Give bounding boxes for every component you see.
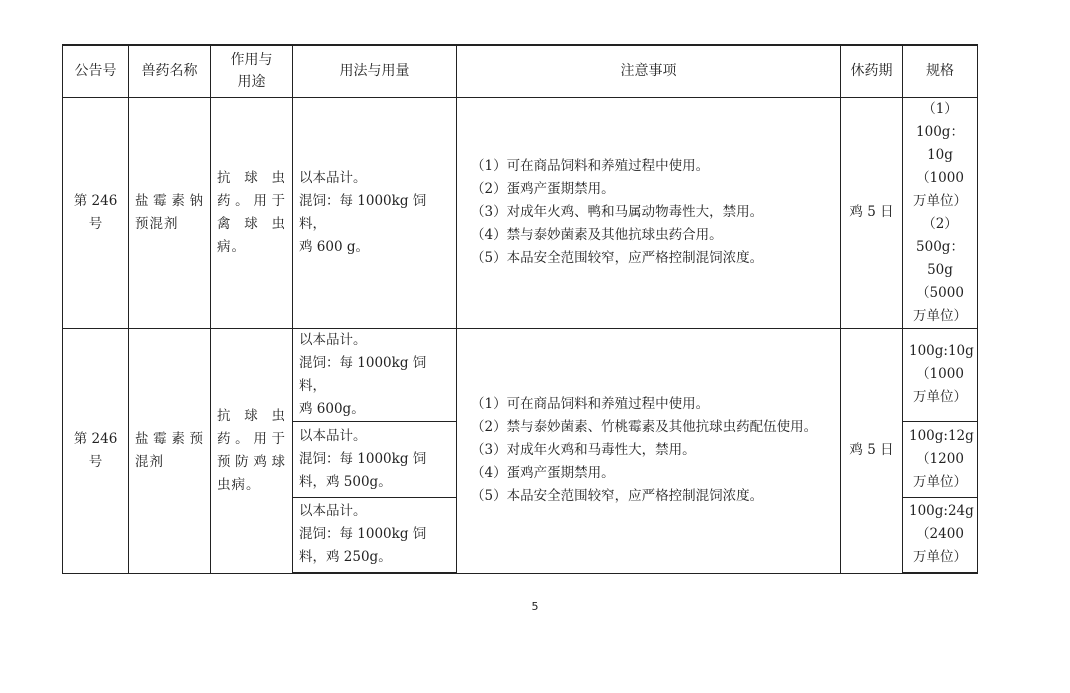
usage-line: 料，鸡 500g。 bbox=[299, 473, 392, 490]
note-line: （2）禁与泰妙菌素、竹桃霉素及其他抗球虫药配伍使用。 bbox=[471, 419, 818, 435]
function-cell: 抗球虫药。用于禽球虫病。 bbox=[211, 97, 293, 328]
usage-line: 鸡 600 g。 bbox=[299, 238, 369, 255]
note-line: （5）本品安全范围较窄，应严格控制混饲浓度。 bbox=[471, 250, 764, 266]
header-spec: 规格 bbox=[903, 45, 978, 97]
spec-line: 500g：50g bbox=[916, 238, 964, 278]
usage-line: 混饲：每 1000kg 饲 bbox=[299, 450, 427, 467]
spec-line: （5000 bbox=[916, 284, 964, 301]
spec-line: 100g：10g bbox=[916, 123, 964, 163]
page-number: 5 bbox=[531, 600, 539, 613]
usage-cell bbox=[293, 497, 457, 573]
table-header-row bbox=[63, 45, 978, 97]
header-drug-name: 兽药名称 bbox=[129, 45, 211, 97]
drug-name-cell: 盐霉素钠预混剂 bbox=[129, 97, 211, 328]
spec-cell bbox=[903, 328, 978, 421]
spec-line: 万单位） bbox=[913, 307, 967, 324]
announcement-cell: 第 246 号 bbox=[63, 97, 129, 328]
function-cell: 抗球虫药。用于预防鸡球虫病。 bbox=[211, 328, 293, 573]
spec-line: 万单位） bbox=[913, 549, 967, 566]
header-withdrawal: 休药期 bbox=[841, 45, 903, 97]
drug-table bbox=[62, 44, 978, 574]
note-line: （1）可在商品饲料和养殖过程中使用。 bbox=[471, 396, 710, 412]
withdrawal-cell: 鸡 5 日 bbox=[841, 328, 903, 573]
spec-line: 100g:10g bbox=[909, 343, 974, 359]
table-row bbox=[63, 328, 978, 421]
header-notes: 注意事项 bbox=[457, 45, 841, 97]
spec-cell bbox=[903, 97, 978, 328]
spec-line: （1000 bbox=[916, 169, 964, 186]
usage-line: 混饲：每 1000kg 饲料， bbox=[299, 354, 427, 394]
spec-line: （2） bbox=[922, 215, 958, 232]
note-line: （3）对成年火鸡、鸭和马属动物毒性大，禁用。 bbox=[471, 204, 764, 220]
usage-line: 以本品计。 bbox=[299, 331, 367, 348]
note-line: （5）本品安全范围较窄，应严格控制混饲浓度。 bbox=[471, 488, 764, 504]
announcement-cell: 第 246 号 bbox=[63, 328, 129, 573]
spec-line: （2400 bbox=[916, 526, 964, 543]
note-line: （2）蛋鸡产蛋期禁用。 bbox=[471, 181, 615, 197]
usage-cell bbox=[293, 328, 457, 421]
usage-cell bbox=[293, 97, 457, 328]
notes-cell bbox=[457, 328, 841, 573]
usage-line: 混饲：每 1000kg 饲 bbox=[299, 526, 427, 543]
header-function: 作用与 用途 bbox=[211, 45, 293, 97]
usage-line: 混饲：每 1000kg 饲料， bbox=[299, 192, 427, 232]
table-row bbox=[63, 97, 978, 328]
spec-line: 万单位） bbox=[913, 389, 967, 405]
notes-cell bbox=[457, 97, 841, 328]
spec-cell bbox=[903, 497, 978, 573]
header-announcement: 公告号 bbox=[63, 45, 129, 97]
withdrawal-cell: 鸡 5 日 bbox=[841, 97, 903, 328]
spec-line: 万单位） bbox=[913, 192, 967, 209]
spec-line: （1） bbox=[922, 100, 958, 117]
usage-line: 以本品计。 bbox=[299, 503, 367, 520]
usage-line: 鸡 600g。 bbox=[299, 400, 365, 417]
usage-line: 料，鸡 250g。 bbox=[299, 549, 392, 566]
note-line: （4）蛋鸡产蛋期禁用。 bbox=[471, 465, 615, 481]
spec-line: 100g:12g bbox=[909, 427, 974, 444]
header-usage: 用法与用量 bbox=[293, 45, 457, 97]
drug-name-cell: 盐霉素预混剂 bbox=[129, 328, 211, 573]
spec-cell bbox=[903, 421, 978, 497]
usage-cell bbox=[293, 421, 457, 497]
usage-line: 以本品计。 bbox=[299, 427, 367, 444]
usage-line: 以本品计。 bbox=[299, 169, 367, 186]
spec-line: （1200 bbox=[916, 450, 964, 467]
spec-line: （1000 bbox=[916, 366, 964, 382]
note-line: （4）禁与泰妙菌素及其他抗球虫药合用。 bbox=[471, 227, 723, 243]
note-line: （3）对成年火鸡和马毒性大，禁用。 bbox=[471, 442, 696, 458]
spec-line: 万单位） bbox=[913, 473, 967, 490]
note-line: （1）可在商品饲料和养殖过程中使用。 bbox=[471, 158, 710, 174]
spec-line: 100g:24g bbox=[909, 503, 974, 520]
